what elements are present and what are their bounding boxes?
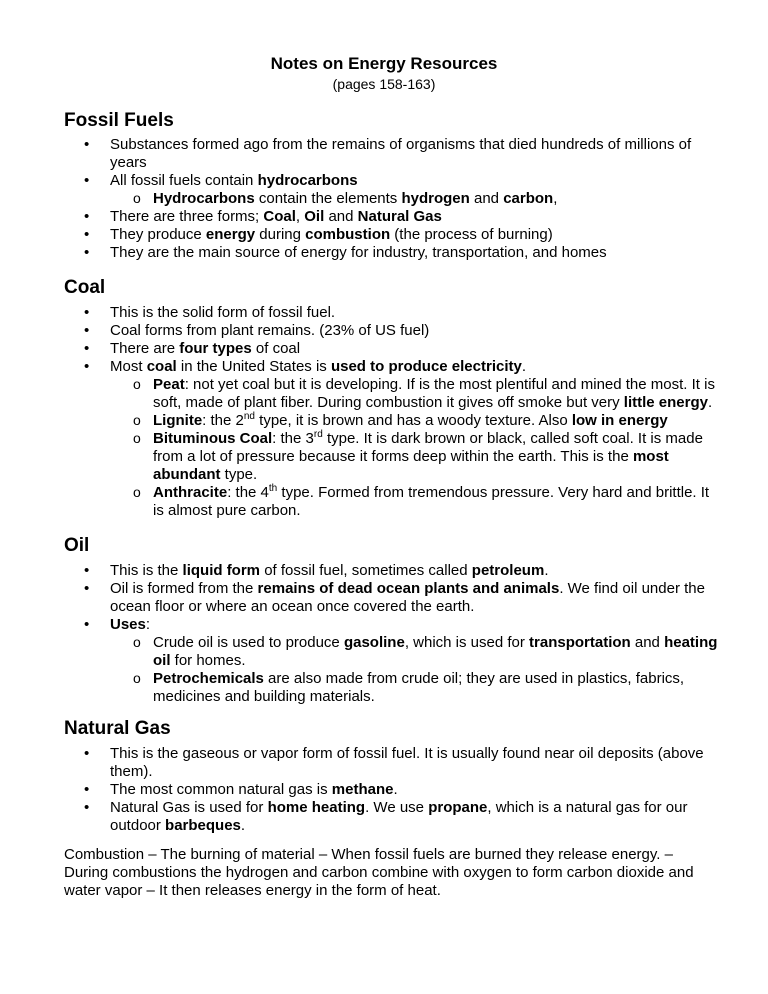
list-item: • There are three forms; Coal, Oil and Natural Gas: [64, 208, 724, 226]
list-item: • Oil is formed from the remains of dead ocean plants and animals. We find oil under the ocean floor or where an ocean once covered the earth.: [64, 580, 724, 616]
list-item: • They are the main source of energy for industry, transportation, and homes: [64, 244, 724, 262]
section-coal: [64, 277, 724, 520]
sub-list-item: o Hydrocarbons contain the elements hydrogen and carbon,: [64, 190, 724, 208]
sub-list-item-anthracite: o Anthracite: the 4th type. Formed from tremendous pressure. Very hard and brittle. It is almost pure carbon.: [64, 484, 724, 520]
list-item: • This is the gaseous or vapor form of fossil fuel. It is usually found near oil deposits (above them).: [64, 745, 724, 781]
list-item: • There are four types of coal: [64, 340, 724, 358]
sub-list-item-lignite: o Lignite: the 2nd type, it is brown and has a woody texture. Also low in energy: [64, 412, 724, 430]
list-natural-gas: [64, 745, 724, 835]
sub-list-item-peat: o Peat: not yet coal but it is developing. If is the most plentiful and mined the most. It is soft, made of plant fiber. During combustion it gives off smoke but very little energy.: [64, 376, 724, 412]
list-item: • Natural Gas is used for home heating. We use propane, which is a natural gas for our outdoor barbeques.: [64, 799, 724, 835]
list-item: • They produce energy during combustion (the process of burning): [64, 226, 724, 244]
sub-list-item: o Petrochemicals are also made from crude oil; they are used in plastics, fabrics, medicines and building materials.: [64, 670, 724, 706]
section-oil: [64, 535, 724, 706]
list-item: • Most coal in the United States is used to produce electricity.: [64, 358, 724, 376]
section-fossil-fuels: [64, 110, 724, 262]
heading-natural-gas: Natural Gas: [64, 718, 171, 739]
list-fossil-fuels: [64, 136, 724, 262]
list-item: • Substances formed ago from the remains of organisms that died hundreds of millions of years: [64, 136, 724, 172]
list-item: • This is the liquid form of fossil fuel, sometimes called petroleum.: [64, 562, 724, 580]
list-item: • Coal forms from plant remains. (23% of US fuel): [64, 322, 724, 340]
heading-oil: Oil: [64, 535, 90, 556]
list-item: • This is the solid form of fossil fuel.: [64, 304, 724, 322]
list-item: • Uses:: [64, 616, 724, 634]
heading-fossil-fuels: Fossil Fuels: [64, 110, 174, 131]
document-subtitle: (pages 158-163): [332, 76, 436, 92]
heading-coal: Coal: [64, 277, 106, 298]
combustion-paragraph: Combustion – The burning of material – When fossil fuels are burned they release energy. – During combustions the hydrogen and carbon combine with oxygen to form carbon dioxide and water vapor – It then releases energy in the form of heat.: [64, 846, 694, 899]
sub-list-item: o Crude oil is used to produce gasoline, which is used for transportation and heating oil for homes.: [64, 634, 724, 670]
list-oil: [64, 562, 724, 706]
section-natural-gas: [64, 718, 724, 835]
list-coal: [64, 304, 724, 520]
list-item: • All fossil fuels contain hydrocarbons: [64, 172, 724, 190]
document-title: Notes on Energy Resources: [270, 54, 498, 73]
list-item: • The most common natural gas is methane.: [64, 781, 724, 799]
sub-list-item-bituminous: o Bituminous Coal: the 3rd type. It is dark brown or black, called soft coal. It is made from a lot of pressure because it forms deep within the earth. This is the most abundant type.: [64, 430, 724, 484]
